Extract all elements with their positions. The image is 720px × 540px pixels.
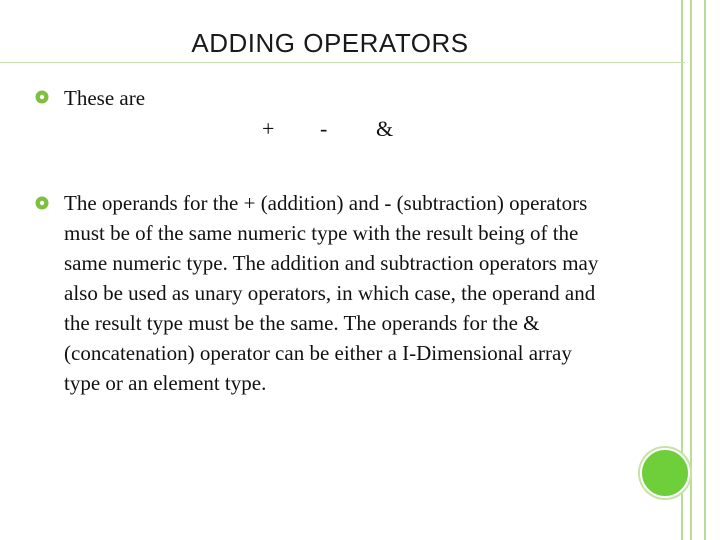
bullet-text: These are (64, 86, 146, 110)
decorative-circle (640, 448, 690, 498)
gear-bullet-icon (34, 195, 50, 211)
slide-title: ADDING OPERATORS (191, 28, 469, 58)
operator-minus: - (320, 116, 328, 141)
operator-ampersand: & (376, 116, 394, 141)
bullet-text: The operands for the + (addition) and - (subtraction) operators must be of the same numeric type with the result being of the same numeric type. The addition and subtraction operators may also be used as unary operators, in which case, the operand and the result type must be the same. The operands for the & (concatenation) operator can be either a I-Dimensional array type or an element type. (64, 191, 599, 395)
operator-plus: + (262, 116, 275, 141)
decorative-vertical-line (690, 0, 692, 540)
gear-bullet-icon (34, 89, 50, 105)
decorative-vertical-line (704, 0, 706, 540)
decorative-horizontal-line (0, 62, 685, 63)
